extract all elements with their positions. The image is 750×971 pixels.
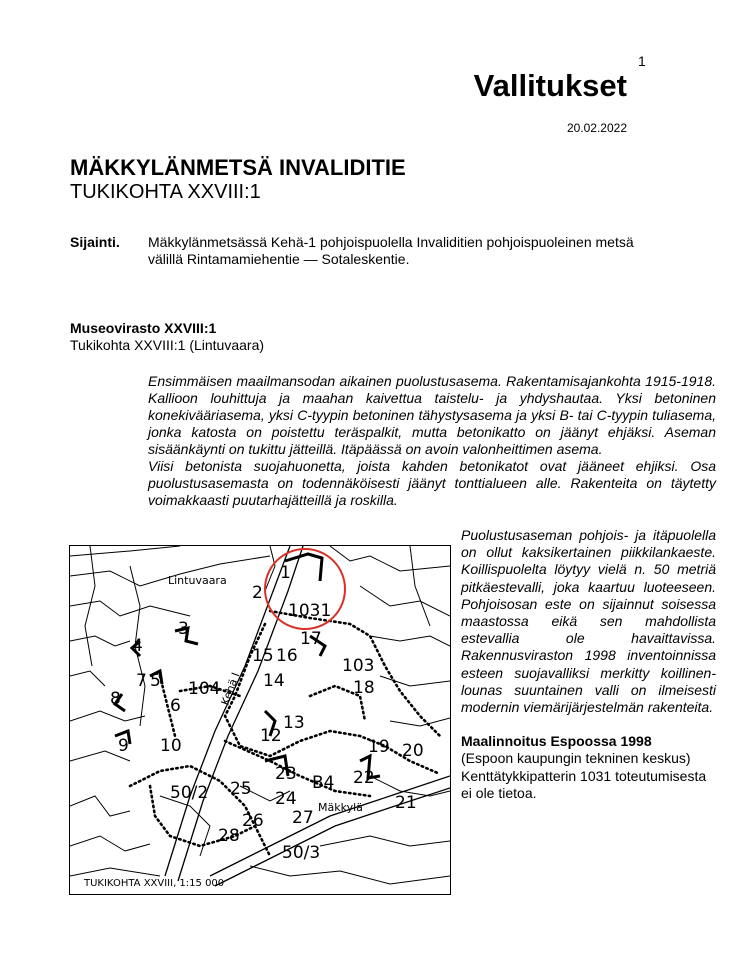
painting-heading: Maalinnoitus Espoossa 1998 bbox=[461, 733, 652, 750]
map-label: 3 bbox=[178, 619, 189, 639]
map-label: 16 bbox=[276, 646, 298, 666]
map-label: B4 bbox=[312, 773, 335, 793]
map-label: 7 bbox=[136, 671, 147, 691]
map-label: 5 bbox=[150, 671, 161, 691]
map-label: 17 bbox=[300, 629, 322, 649]
map-label: 25 bbox=[230, 779, 252, 799]
map-label: 6 bbox=[170, 696, 181, 716]
map-label: 9 bbox=[118, 736, 129, 756]
header-date: 20.02.2022 bbox=[566, 121, 627, 135]
right-column-text: Puolustusaseman pohjois- ja itäpuolella on ollut kaksikertainen piikkilankaeste. Koillispuolelta löytyy vielä n. 50 metriä pitkäestevalli, joka kaartuu luoteeseen. Pohjoisosan este on sijainnut soisessa maastossa eikä sen mahdollista estevallia ole havaittavissa. Rakennusviraston 1998 inventoinnissa esteen suojavalliksi merkitty koillinen-lounas suuntainen valli on ilmeisesti modernin viemärijärjestelmän rakenteita. bbox=[461, 527, 716, 716]
map-label: 50/3 bbox=[282, 843, 321, 863]
location-text: Mäkkylänmetsässä Kehä-1 pohjoispuolella Invaliditien pohjoispuoleinen metsä välillä Rintamamiehentie — Sotaleskentie. bbox=[148, 234, 634, 267]
map-label: 28 bbox=[218, 826, 240, 846]
museum-heading: Museovirasto XXVIII:1 bbox=[70, 320, 217, 336]
map-label: 1 bbox=[280, 563, 291, 583]
map-label: 12 bbox=[260, 726, 282, 746]
map-label: 4 bbox=[132, 636, 143, 656]
description-paragraph-2: Viisi betonista suojahuonetta, joista kahden betonikatot ovat jääneet ehjiksi. Osa puolustusasemasta on todennäköisesti jäänyt tonttialueen alle. Rakenteita on täytetty voimakkaasti puutarhajätteillä ja roskilla. bbox=[148, 458, 716, 508]
map-label: 20 bbox=[402, 741, 424, 761]
map-label: 13 bbox=[283, 713, 305, 733]
place-makkyla: Mäkkylä bbox=[318, 801, 363, 814]
map-label: 104 bbox=[188, 679, 221, 699]
map-label: 26 bbox=[242, 811, 264, 831]
place-lintuvaara: Lintuvaara bbox=[168, 574, 227, 587]
road-keha: Kehä I bbox=[218, 670, 243, 708]
right-column bbox=[461, 527, 716, 802]
map-label: 22 bbox=[353, 768, 375, 788]
map-label: 2 bbox=[252, 583, 263, 603]
map-label: 27 bbox=[292, 808, 314, 828]
map-label: 23 bbox=[275, 764, 297, 784]
location-label: Sijainti. bbox=[70, 234, 120, 250]
map-label: 8 bbox=[110, 689, 121, 709]
site-map-drawing bbox=[70, 546, 450, 894]
map-label: 15 bbox=[252, 646, 274, 666]
map-label: 10 bbox=[160, 736, 182, 756]
map-label: 1031 bbox=[288, 601, 332, 621]
page-number: 1 bbox=[638, 53, 646, 69]
document-title: MÄKKYLÄNMETSÄ INVALIDITIE bbox=[70, 155, 406, 180]
document-subtitle: TUKIKOHTA XXVIII:1 bbox=[70, 181, 261, 203]
museum-subheading: Tukikohta XXVIII:1 (Lintuvaara) bbox=[70, 337, 265, 353]
map-label: 19 bbox=[368, 737, 390, 757]
map-caption: TUKIKOHTA XXVIII, 1:15 000 bbox=[84, 878, 225, 889]
map-label: 18 bbox=[353, 678, 375, 698]
map-label: 21 bbox=[395, 793, 417, 813]
description bbox=[148, 373, 716, 509]
header-title: Vallitukset bbox=[473, 68, 627, 103]
painting-source: (Espoon kaupungin tekninen keskus) bbox=[461, 750, 691, 767]
painting-note: Kenttätykkipatterin 1031 toteutumisesta ei ole tietoa. bbox=[461, 767, 707, 801]
map-label: 103 bbox=[342, 656, 375, 676]
map-label: 14 bbox=[263, 671, 285, 691]
map-label: 24 bbox=[275, 789, 297, 809]
map-label: 50/2 bbox=[170, 783, 209, 803]
description-paragraph-1: Ensimmäisen maailmansodan aikainen puolustusasema. Rakentamisajankohta 1915-1918. Kallioon louhittuja ja maahan kaivettua taistelu- ja yhdyshautaa. Yksi betoninen konekivääriasema, yksi C-tyypin betoninen tähystysasema ja yksi B- tai C-tyypin tuliasema, jonka katosta on poistettu teräspalkit, mutta betonikatto on jäänyt ehjäksi. Aseman sisäänkäynti on tukittu jätteillä. Itäpäässä on avoin valonheittimen asema. bbox=[148, 373, 716, 457]
site-map bbox=[69, 545, 451, 895]
